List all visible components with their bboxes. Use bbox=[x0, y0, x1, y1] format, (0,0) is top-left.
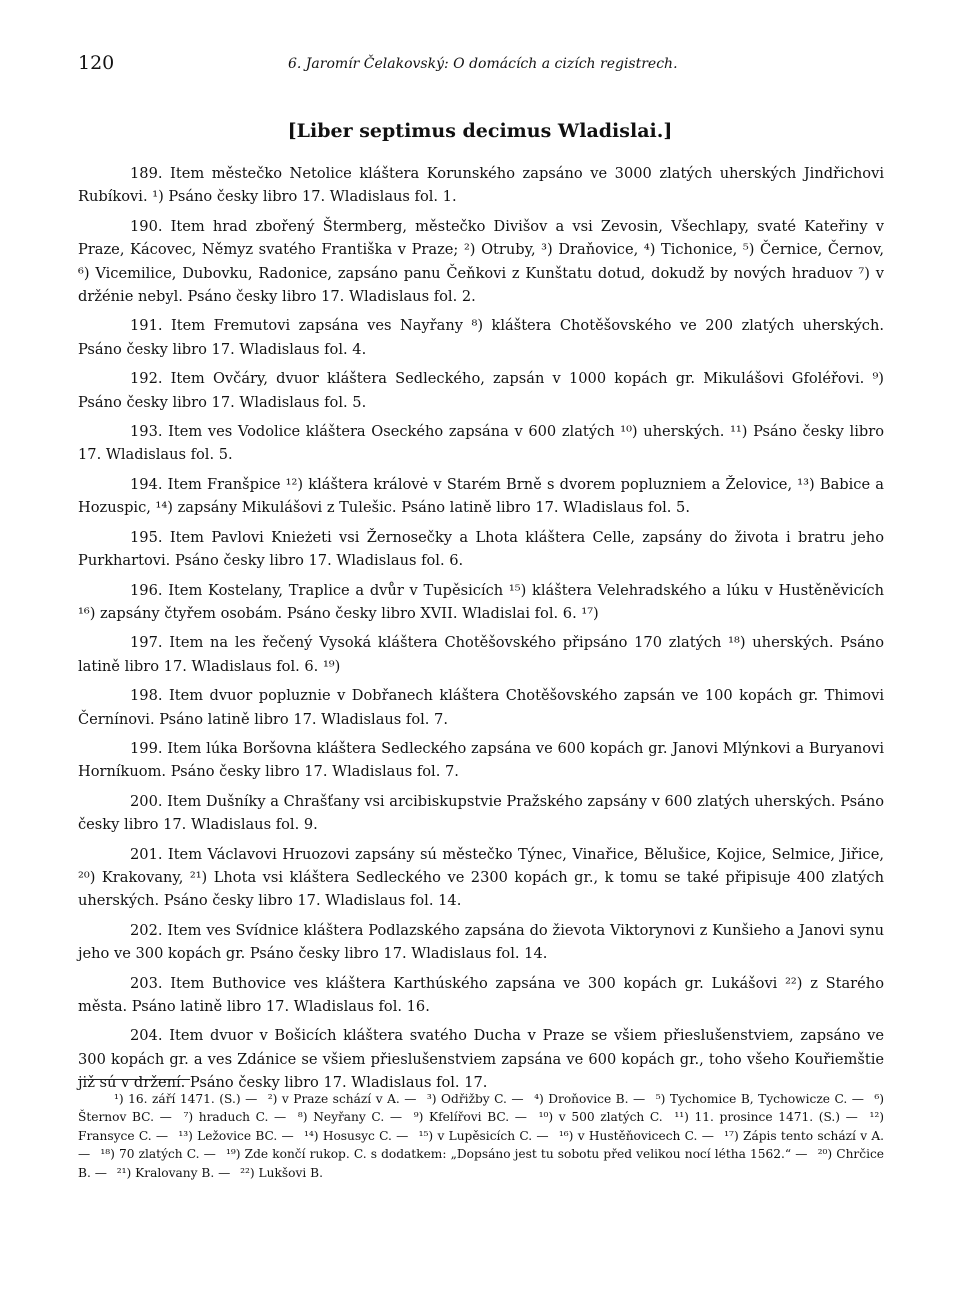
entries-body bbox=[78, 162, 884, 1101]
footnote: ¹⁸) 70 zlatých C. — bbox=[100, 1147, 216, 1162]
entry-paragraph: 203. Item Buthovice ves kláštera Karthúského zapsána ve 300 kopách gr. Lukášovi ²²) z Starého města. Psáno latině libro 17. Wladislaus fol. 16. bbox=[78, 974, 884, 1015]
footnote: ¹⁴) Hosusyc C. — bbox=[304, 1128, 409, 1143]
section-title: [Liber septimus decimus Wladislai.] bbox=[287, 120, 673, 142]
footnote: ¹⁵) v Lupěsicích C. — bbox=[418, 1128, 549, 1143]
footnote: ¹⁷) Zápis tento schází v A. — bbox=[78, 1128, 885, 1162]
footnotes bbox=[78, 1090, 884, 1182]
footnote: ²⁰) Chrčice B. — bbox=[78, 1147, 885, 1180]
footnote: ²) v Praze schází v A. — bbox=[267, 1092, 417, 1106]
footnote: ¹¹) 11. prosince 1471. (S.) — bbox=[674, 1110, 858, 1125]
entry-paragraph: 202. Item ves Svídnice kláštera Podlazského zapsána do žievota Viktorynovi z Kunšieho a Janovi synu jeho ve 300 kopách gr. Psáno česky libro 17. Wladislaus fol. 14. bbox=[78, 921, 884, 963]
entry-paragraph: 194. Item Franšpice ¹²) kláštera královė v Starém Brně s dvorem popluzniem a Želovice, ¹³) Babice a Hozuspic, ¹⁴) zapsány Mikulášovi z Tulešic. Psáno latině libro 17. Wladislaus fol. 5. bbox=[78, 475, 884, 517]
footnote: ¹) 16. září 1471. (S.) — bbox=[114, 1092, 258, 1106]
footnote: ⁶) Šternov BC. — bbox=[78, 1092, 885, 1125]
running-head: 6. Jaromír Čelakovský: O domácích a cizích registrech. bbox=[288, 56, 678, 72]
footnote: ²²) Lukšovi B. bbox=[240, 1165, 323, 1180]
footnote: ¹²) Fransyce C. — bbox=[78, 1110, 885, 1143]
entry-paragraph: 200. Item Dušníky a Chrašťany vsi arcibiskupstvie Pražského zapsány v 600 zlatých uherských. Psáno česky libro 17. Wladislaus fol. 9. bbox=[78, 792, 884, 834]
footnote: ¹³) Ležovice BC. — bbox=[178, 1128, 294, 1143]
entry-paragraph: 195. Item Pavlovi Knieżeti vsi Žernosečky a Lhota kláštera Celle, zapsány do života i bratru jeho Purkhartovi. Psáno česky libro 17. Wladislaus fol. 6. bbox=[78, 528, 884, 570]
entry-paragraph: 193. Item ves Vodolice kláštera Oseckého zapsána v 600 zlatých ¹⁰) uherských. ¹¹) Psáno česky libro 17. Wladislaus fol. 5. bbox=[78, 423, 884, 464]
page-header bbox=[78, 52, 884, 82]
entry-paragraph: 192. Item Ovčáry, dvuor kláštera Sedleckého, zapsán v 1000 kopách gr. Mikulášovi Gfoléřovi. ⁹) Psáno česky libro 17. Wladislaus fol. 5. bbox=[78, 370, 884, 411]
footnote: ¹⁹) Zde končí rukop. C. s dodatkem: „Dopsáno jest tu sobotu před velikou nocí létha 1562.“ — bbox=[225, 1147, 808, 1162]
footnote: ²¹) Kralovany B. — bbox=[116, 1165, 231, 1180]
footnote: ⁴) Droňovice B. — bbox=[534, 1092, 646, 1106]
page-number: 120 bbox=[78, 52, 115, 74]
entry-paragraph: 196. Item Kostelany, Traplice a dvůr v Tupěsicích ¹⁵) kláštera Velehradského a lúku v Hustěněvicích ¹⁶) zapsány čtyřem osobám. Psáno česky libro XVII. Wladislai fol. 6. ¹⁷) bbox=[78, 581, 884, 622]
entry-paragraph: 191. Item Fremutovi zapsána ves Nayřany ⁸) kláštera Chotěšovského ve 200 zlatých uherských. Psáno česky libro 17. Wladislaus fol. 4. bbox=[78, 317, 884, 358]
footnote: ⁸) Neyřany C. — bbox=[297, 1110, 403, 1125]
entry-paragraph: 199. Item lúka Boršovna kláštera Sedleckého zapsána ve 600 kopách gr. Janovi Mlýnkovi a Buryanovi Horníkuom. Psáno česky libro 17. Wladislaus fol. 7. bbox=[78, 739, 884, 781]
entry-paragraph: 189. Item městečko Netolice kláštera Korunského zapsáno ve 3000 zlatých uherských Jindřichovi Rubíkovi. ¹) Psáno česky libro 17. Wladislaus fol. 1. bbox=[78, 165, 884, 206]
footnote-divider bbox=[78, 1079, 190, 1080]
footnote: ¹⁶) v Hustěňovicech C. — bbox=[558, 1128, 714, 1143]
footnote: ¹⁰) v 500 zlatých C. bbox=[538, 1110, 663, 1125]
footnote: ³) Odřižby C. — bbox=[426, 1092, 524, 1106]
footnote: ⁷) hraduch C. — bbox=[183, 1110, 287, 1125]
entry-paragraph: 201. Item Václavovi Hruozovi zapsány sú městečko Týnec, Vinařice, Bělušice, Kojice, Selmice, Jiřice, ²⁰) Krakovany, ²¹) Lhota vsi kláštera Sedleckého ve 2300 kopách gr., k tomu se také připisuje 400 zlatých uherských. Psáno česky libro 17. Wladislaus fol. 14. bbox=[78, 845, 884, 910]
entry-paragraph: 190. Item hrad zbořený Štermberg, městečko Divišov a vsi Zevosin, Všechlapy, svaté Kateřiny v Praze, Kácovec, Němyz svatého Františka v Praze; ²) Otruby, ³) Draňovice, ⁴) Tichonice, ⁵) Černice, Černov, ⁶) Vicemilice, Dubovku, Radonice, zapsáno panu Čeňkovi z Kunštatu dotud, dokudž by nových hraduov ⁷) v držénie nebyl. Psáno česky libro 17. Wladislaus fol. 2. bbox=[78, 217, 884, 306]
entry-paragraph: 204. Item dvuor v Bošicích kláštera svatého Ducha v Praze se všiem přieslušenstviem, zapsáno ve 300 kopách gr. a ves Zdánice se všiem přieslušenstviem zapsána ve 600 kopách gr., toho všeho Kouřiemštie již sú v držení. Psáno česky libro 17. Wladislaus fol. 17. bbox=[78, 1027, 884, 1092]
footnote: ⁹) Kfelířovi BC. — bbox=[413, 1110, 527, 1125]
footnote: ⁵) Tychomice B, Tychowicze C. — bbox=[655, 1092, 864, 1106]
entry-paragraph: 198. Item dvuor popluznie v Dobřanech kláštera Chotěšovského zapsán ve 100 kopách gr. Thimovi Černínovi. Psáno latině libro 17. Wladislaus fol. 7. bbox=[78, 687, 884, 728]
entry-paragraph: 197. Item na les řečený Vysoká kláštera Chotěšovského připsáno 170 zlatých ¹⁸) uherských. Psáno latině libro 17. Wladislaus fol. 6. ¹⁹) bbox=[78, 634, 884, 675]
